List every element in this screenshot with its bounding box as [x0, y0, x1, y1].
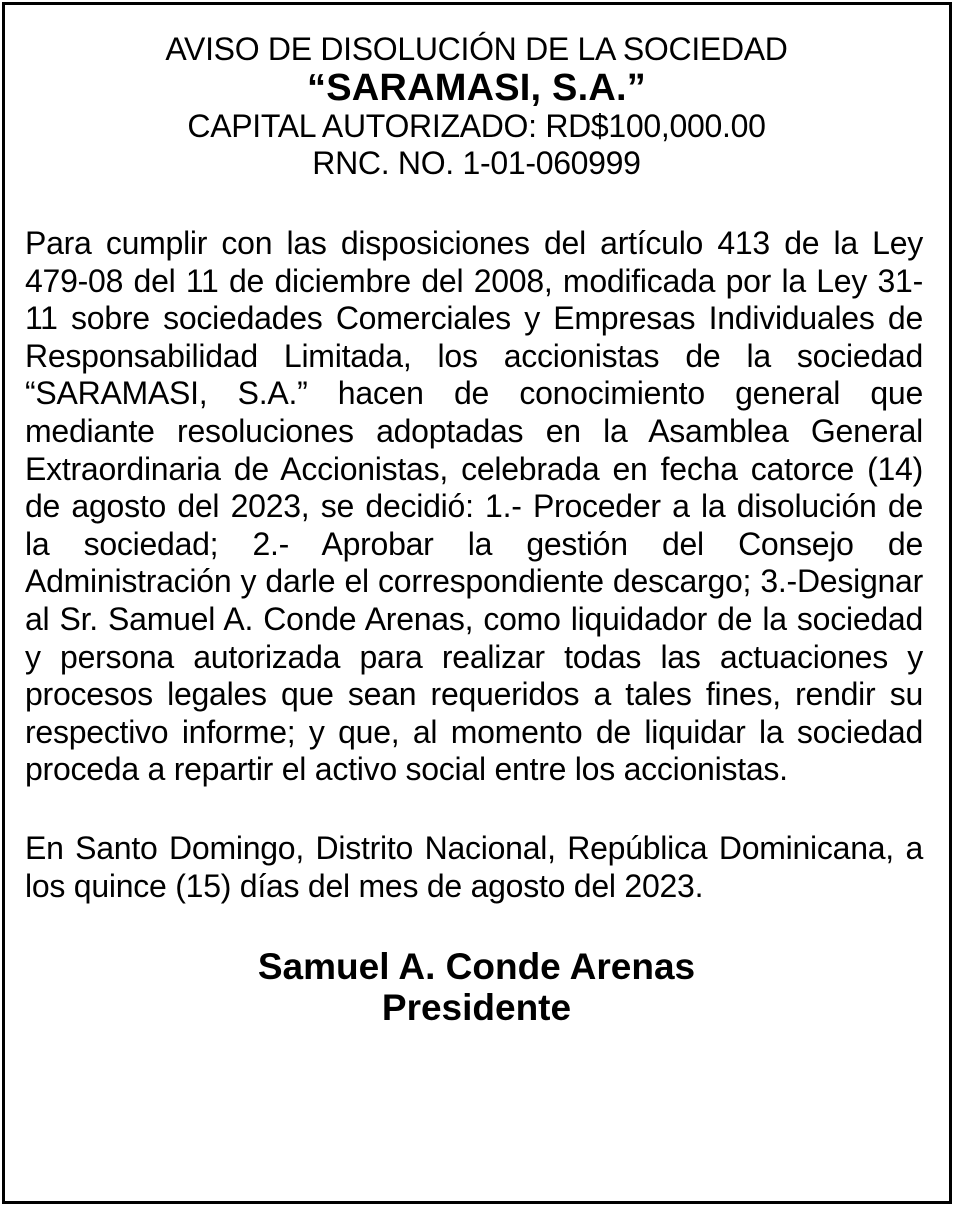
rnc-number: RNC. NO. 1-01-060999 [312, 145, 641, 181]
notice-header [30, 31, 923, 182]
company-name: “SARAMASI, S.A.” [307, 67, 646, 109]
signatory-title: Presidente [381, 987, 572, 1029]
notice-title: AVISO DE DISOLUCIÓN DE LA SOCIEDAD [165, 31, 788, 67]
signature-block [30, 946, 923, 1028]
place-date-paragraph: En Santo Domingo, Distrito Nacional, República Dominicana, a los quince (15) días del mes de agosto del 2023. [25, 829, 923, 904]
authorized-capital: CAPITAL AUTORIZADO: RD$100,000.00 [187, 108, 766, 144]
resolution-paragraph: Para cumplir con las disposiciones del artículo 413 de la Ley 479-08 del 11 de diciembre del 2008, modificada por la Ley 31-11 sobre sociedades Comerciales y Empresas Individuales de Responsabilidad Limitada, los accionistas de la sociedad “SARAMASI, S.A.” hacen de conocimiento general que mediante resoluciones adoptadas en la Asamblea General Extraordinaria de Accionistas, celebrada en fecha catorce (14) de agosto del 2023, se decidió: 1.- Proceder a la disolución de la sociedad; 2.- Aprobar la gestión del Consejo de Administración y darle el correspondiente descargo; 3.-Designar al Sr. Samuel A. Conde Arenas, como liquidador de la sociedad y persona autorizada para realizar todas las actuaciones y procesos legales que sean requeridos a tales fines, rendir su respectivo informe; y que, al momento de liquidar la sociedad proceda a repartir el activo social entre los accionistas. [25, 225, 923, 788]
legal-notice [2, 2, 952, 1204]
signatory-name: Samuel A. Conde Arenas [257, 946, 696, 988]
